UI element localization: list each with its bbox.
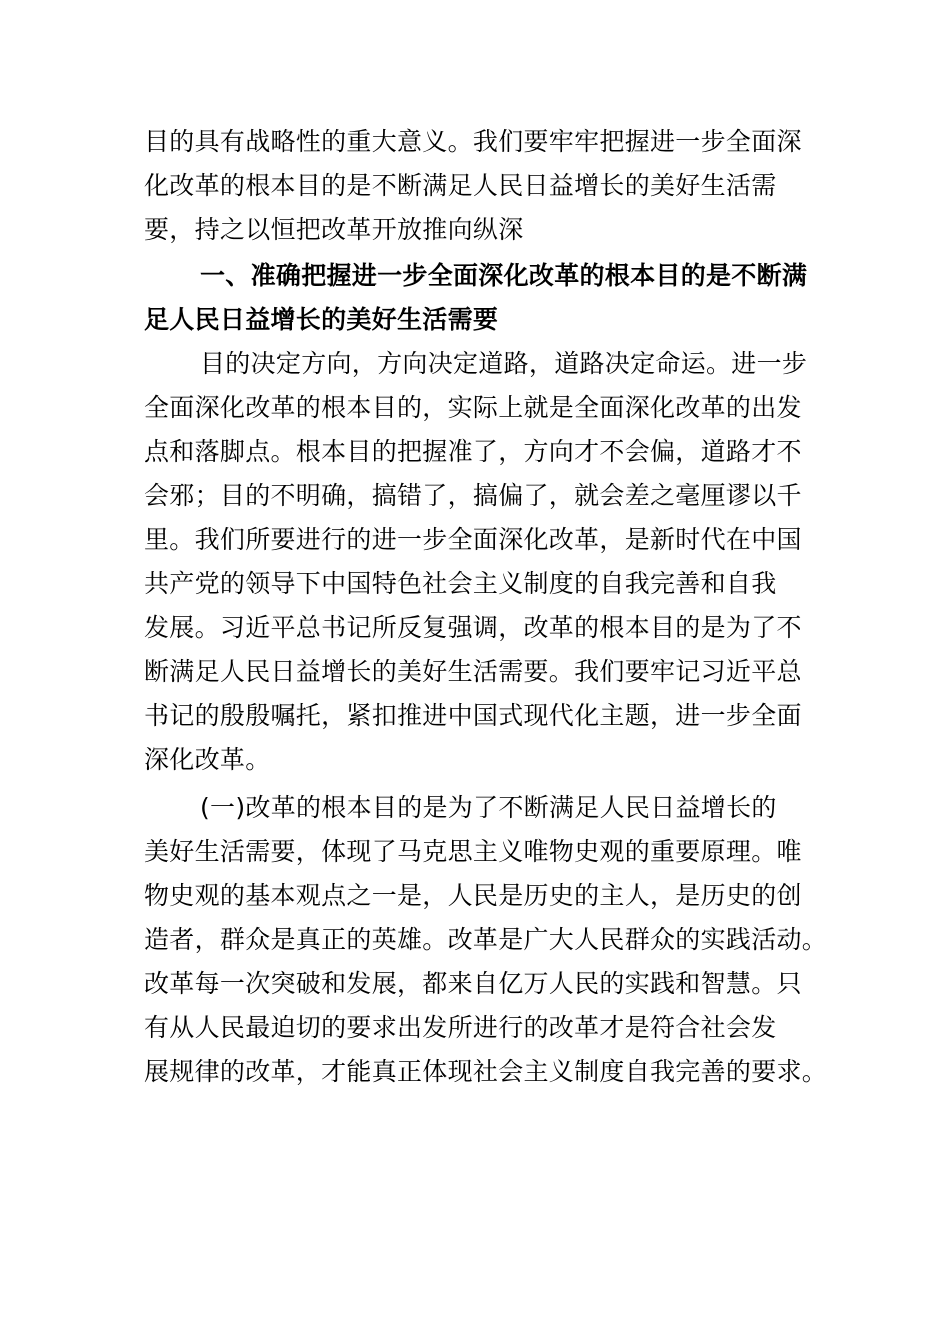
text-line: 发展。习近平总书记所反复强调，改革的根本目的是为了不 bbox=[144, 613, 802, 642]
text-line: 共产党的领导下中国特色社会主义制度的自我完善和自我 bbox=[144, 569, 777, 598]
text-line: 点和落脚点。根本目的把握准了，方向才不会偏，道路才不 bbox=[144, 437, 802, 466]
continuation-paragraph bbox=[144, 120, 820, 252]
text-line: 书记的殷殷嘱托，紧扣推进中国式现代化主题，进一步全面 bbox=[144, 701, 802, 730]
heading-line: 一、准确把握进一步全面深化改革的根本目的是不断满 bbox=[200, 261, 808, 290]
heading-line: 足人民日益增长的美好生活需要 bbox=[144, 305, 499, 334]
text-line: 美好生活需要，体现了马克思主义唯物史观的重要原理。唯 bbox=[144, 837, 802, 866]
text-line: 改革每一次突破和发展，都来自亿万人民的实践和智慧。只 bbox=[144, 969, 802, 998]
text-line: (一)改革的根本目的是为了不断满足人民日益增长的 bbox=[200, 793, 777, 822]
text-line: 会邪；目的不明确，搞错了，搞偏了，就会差之毫厘谬以千 bbox=[144, 481, 802, 510]
text-line: 断满足人民日益增长的美好生活需要。我们要牢记习近平总 bbox=[144, 657, 802, 686]
text-line: 物史观的基本观点之一是，人民是历史的主人，是历史的创 bbox=[144, 881, 802, 910]
text-line: 里。我们所要进行的进一步全面深化改革，是新时代在中国 bbox=[144, 525, 802, 554]
text-line: 要，持之以恒把改革开放推向纵深 bbox=[144, 215, 524, 244]
text-line: 造者，群众是真正的英雄。改革是广大人民群众的实践活动。 bbox=[144, 925, 828, 954]
body-paragraph-2 bbox=[144, 786, 828, 1094]
section-heading bbox=[144, 254, 820, 342]
text-line: 有从人民最迫切的要求出发所进行的改革才是符合社会发 bbox=[144, 1013, 777, 1042]
text-line: 展规律的改革，才能真正体现社会主义制度自我完善的要求。 bbox=[144, 1057, 828, 1086]
text-line: 全面深化改革的根本目的，实际上就是全面深化改革的出发 bbox=[144, 393, 802, 422]
text-line: 目的具有战略性的重大意义。我们要牢牢把握进一步全面深 bbox=[144, 127, 802, 156]
body-paragraph-1 bbox=[144, 342, 820, 782]
text-line: 化改革的根本目的是不断满足人民日益增长的美好生活需 bbox=[144, 171, 777, 200]
text-line: 目的决定方向，方向决定道路，道路决定命运。进一步 bbox=[200, 349, 808, 378]
text-line: 深化改革。 bbox=[144, 745, 271, 774]
